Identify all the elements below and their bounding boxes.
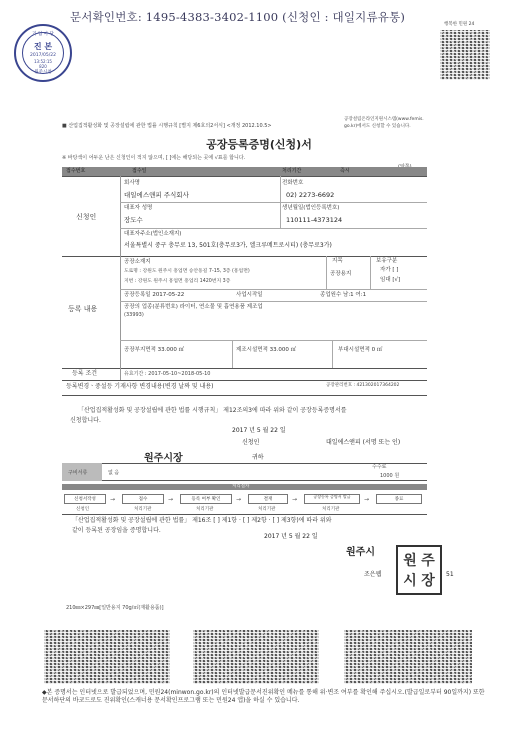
flow-step-verify: 등록 여부 확인 bbox=[180, 494, 232, 504]
seal-date: 2017/05/22 bbox=[30, 53, 56, 58]
recipient-suffix: 귀하 bbox=[252, 454, 264, 461]
flow-role-1: 신청인 bbox=[76, 507, 90, 512]
declaration-applicant-label: 신청인 bbox=[242, 439, 260, 446]
flow-step-issue: 공장등록 증명서 발급 bbox=[304, 494, 360, 504]
phone-label: 전화번호 bbox=[282, 180, 304, 186]
document-number: 문서확인번호: 1495-4383-3402-1100 (신청인 : 대일지류유통) bbox=[70, 10, 406, 24]
barcode-3 bbox=[344, 630, 472, 684]
process-period-value: 즉시 bbox=[340, 168, 350, 174]
representative-label: 대표자 성명 bbox=[124, 205, 153, 211]
flow-role-4: 처리기관 bbox=[258, 507, 276, 512]
flow-step-apply: 신청서작성 bbox=[64, 494, 106, 504]
building-area: 제조시설면적 33.000 ㎡ bbox=[236, 347, 297, 353]
paper-spec: 210㎜×297㎜[일반용지 70g/㎡(재활용품)] bbox=[66, 605, 164, 611]
declaration-text-1: 「산업집적활성화 및 공장설립에 관한 법률 시행규칙」 제12조의3에 따라 위와 같이 공장등록증명서를 bbox=[78, 407, 347, 414]
own-option: 자가 [ ] bbox=[380, 267, 399, 273]
attachments-value: 없 음 bbox=[108, 470, 120, 476]
process-period-label: 처리기간 bbox=[282, 168, 302, 174]
seal-code: 820 bbox=[39, 64, 47, 69]
certification-text-1: 「산업집적활성화 및 공장설립에 관한 법률」 제16조 [ ] 제1항 · [ ] 제2항 · [ ] 제3항)에 따라 위와 bbox=[72, 517, 332, 524]
phone-value: 02) 2273-6692 bbox=[286, 191, 335, 199]
lot-address: 지번 : 강원도 원주시 흥업면 흥업리 1420번지 3층 bbox=[124, 279, 231, 284]
industry-label: 공장의 업종(분류번호) 라이터, 연소물 및 흡연용품 제조업 bbox=[124, 304, 263, 310]
flow-role-3: 처리기관 bbox=[196, 507, 214, 512]
flow-step-end: 종료 bbox=[376, 494, 422, 504]
verification-note: ◆본 증명서는 인터넷으로 발급되었으며, 민원24(minwon.go.kr)의 인터넷발급문서진위확인 메뉴를 통해 위·변조 여부를 확인해 주십시오.(발급일로부터 90일까지) 또한 문서하단의 바코드로도 진위확인(스캐너용 문서확인프로그램 또는 민원24 앱)을 하실 수 있습니다. bbox=[42, 689, 485, 705]
attachments-label: 구비서류 bbox=[68, 470, 88, 476]
receipt-bar bbox=[62, 167, 427, 176]
factory-use-label: 공장용지 bbox=[330, 271, 352, 277]
validity-period: 유효기간 : 2017-05-10~2018-05-10 bbox=[124, 371, 211, 377]
certification-issuer: 원주시 bbox=[346, 547, 375, 558]
zone-label: 지목 bbox=[332, 258, 343, 264]
certification-date: 2017 년 5 월 22 일 bbox=[264, 533, 318, 540]
seal-time: 13:52:15 bbox=[34, 59, 52, 64]
history-label: 등록변경ㆍ중설등 기재사항 변경내용(변경 날짜 및 내용) bbox=[66, 383, 214, 390]
stamp-label: 조은웹 bbox=[364, 571, 382, 578]
fee-value: 1000 원 bbox=[380, 473, 400, 479]
stamp-char-2: 주 bbox=[421, 553, 435, 569]
form-instructions: ※ 바탕색이 어두운 난은 신청인이 적지 않으며, [ ]에는 해당되는 곳에 √표를 합니다. bbox=[62, 155, 246, 161]
form-title: 공장등록증명(신청)서 bbox=[206, 138, 312, 151]
ownership-label: 보유구분 bbox=[376, 258, 398, 264]
seal-main-text: 진 본 bbox=[33, 42, 53, 51]
flow-role-2: 처리기관 bbox=[134, 507, 152, 512]
receipt-number-label: 접수번호 bbox=[66, 168, 86, 174]
applicant-section-label: 신청인 bbox=[76, 213, 97, 221]
registration-date: 공장등록일 2017-05-22 bbox=[124, 292, 185, 298]
address-value: 서울특별시 중구 충무로 13, 501호(충무로3가, 엘크루메트로시티) (충무로3가) bbox=[124, 242, 332, 249]
representative-value: 장도수 bbox=[124, 216, 143, 224]
lease-option: 임대 [√] bbox=[380, 277, 401, 283]
birth-value: 110111-4373124 bbox=[286, 216, 343, 224]
business-start-label: 사업시작일 bbox=[236, 292, 263, 298]
recipient: 원주시장 bbox=[144, 453, 183, 464]
industry-code: (33993) bbox=[124, 312, 144, 318]
fee-label: 수수료 bbox=[372, 464, 387, 470]
stamp-suffix: 51 bbox=[446, 571, 454, 578]
company-label: 회사명 bbox=[124, 180, 140, 186]
certification-text-2: 같이 등록된 공장임을 증명합니다. bbox=[72, 527, 161, 534]
conditions-label: 등록 조건 bbox=[72, 370, 98, 377]
company-value: 대일에스앤피 주식회사 bbox=[124, 191, 189, 199]
declaration-applicant-value: 대일에스앤피 (서명 또는 인) bbox=[326, 439, 401, 446]
qr-code bbox=[440, 30, 490, 80]
online-note-2: go.kr)에서도 신청할 수 있습니다. bbox=[344, 124, 411, 129]
site-area: 공장부지면적 33.000 ㎡ bbox=[124, 347, 185, 353]
receipt-date-label: 접수일 bbox=[132, 168, 147, 174]
authenticity-seal bbox=[14, 24, 72, 82]
seal-top-text: 기 업 마 당 bbox=[32, 32, 54, 37]
registration-section-label: 등록 내용 bbox=[68, 305, 98, 313]
issue-number: 공장관리번호 : 421302017364202 bbox=[326, 383, 400, 388]
factory-location-label: 공장소재지 bbox=[124, 259, 151, 265]
stamp-char-4: 장 bbox=[421, 573, 435, 589]
declaration-date: 2017 년 5 월 22 일 bbox=[232, 427, 286, 434]
declaration-text-2: 신청합니다. bbox=[70, 417, 101, 424]
flow-title: 처리절차 bbox=[232, 484, 250, 489]
stamp-char-3: 시 bbox=[403, 573, 417, 589]
online-note-1: 공장설립온라인지원시스템(www.femis. bbox=[344, 117, 424, 122]
flow-role-5: 처리기관 bbox=[322, 507, 340, 512]
form-law-reference: ■ 산업집적활성화 및 공장설립에 관한 법률 시행규칙 [별지 제6호의2서식] <개정 2012.10.5> bbox=[62, 123, 272, 129]
barcode-2 bbox=[193, 630, 319, 684]
stamp-char-1: 원 bbox=[403, 553, 417, 569]
official-stamp bbox=[396, 545, 442, 595]
qr-label: 행복한 민원 24 bbox=[444, 22, 475, 27]
road-address: 도로명 : 강원도 원주시 흥업면 승안동길 7-15, 3층 (흥업면) bbox=[124, 269, 250, 274]
birth-label: 생년월일(법인등록번호) bbox=[282, 205, 340, 211]
flow-step-approve: 결재 bbox=[248, 494, 288, 504]
employee-count: 종업원수 남:1 여:1 bbox=[320, 292, 367, 298]
address-label: 대표자주소(법인소재지) bbox=[124, 231, 182, 237]
seal-bottom-text: 원주시청 bbox=[34, 70, 52, 75]
flow-step-receive: 접수 bbox=[122, 494, 164, 504]
barcode-1 bbox=[44, 630, 170, 684]
annex-area: 부대시설면적 0 ㎡ bbox=[338, 347, 383, 353]
